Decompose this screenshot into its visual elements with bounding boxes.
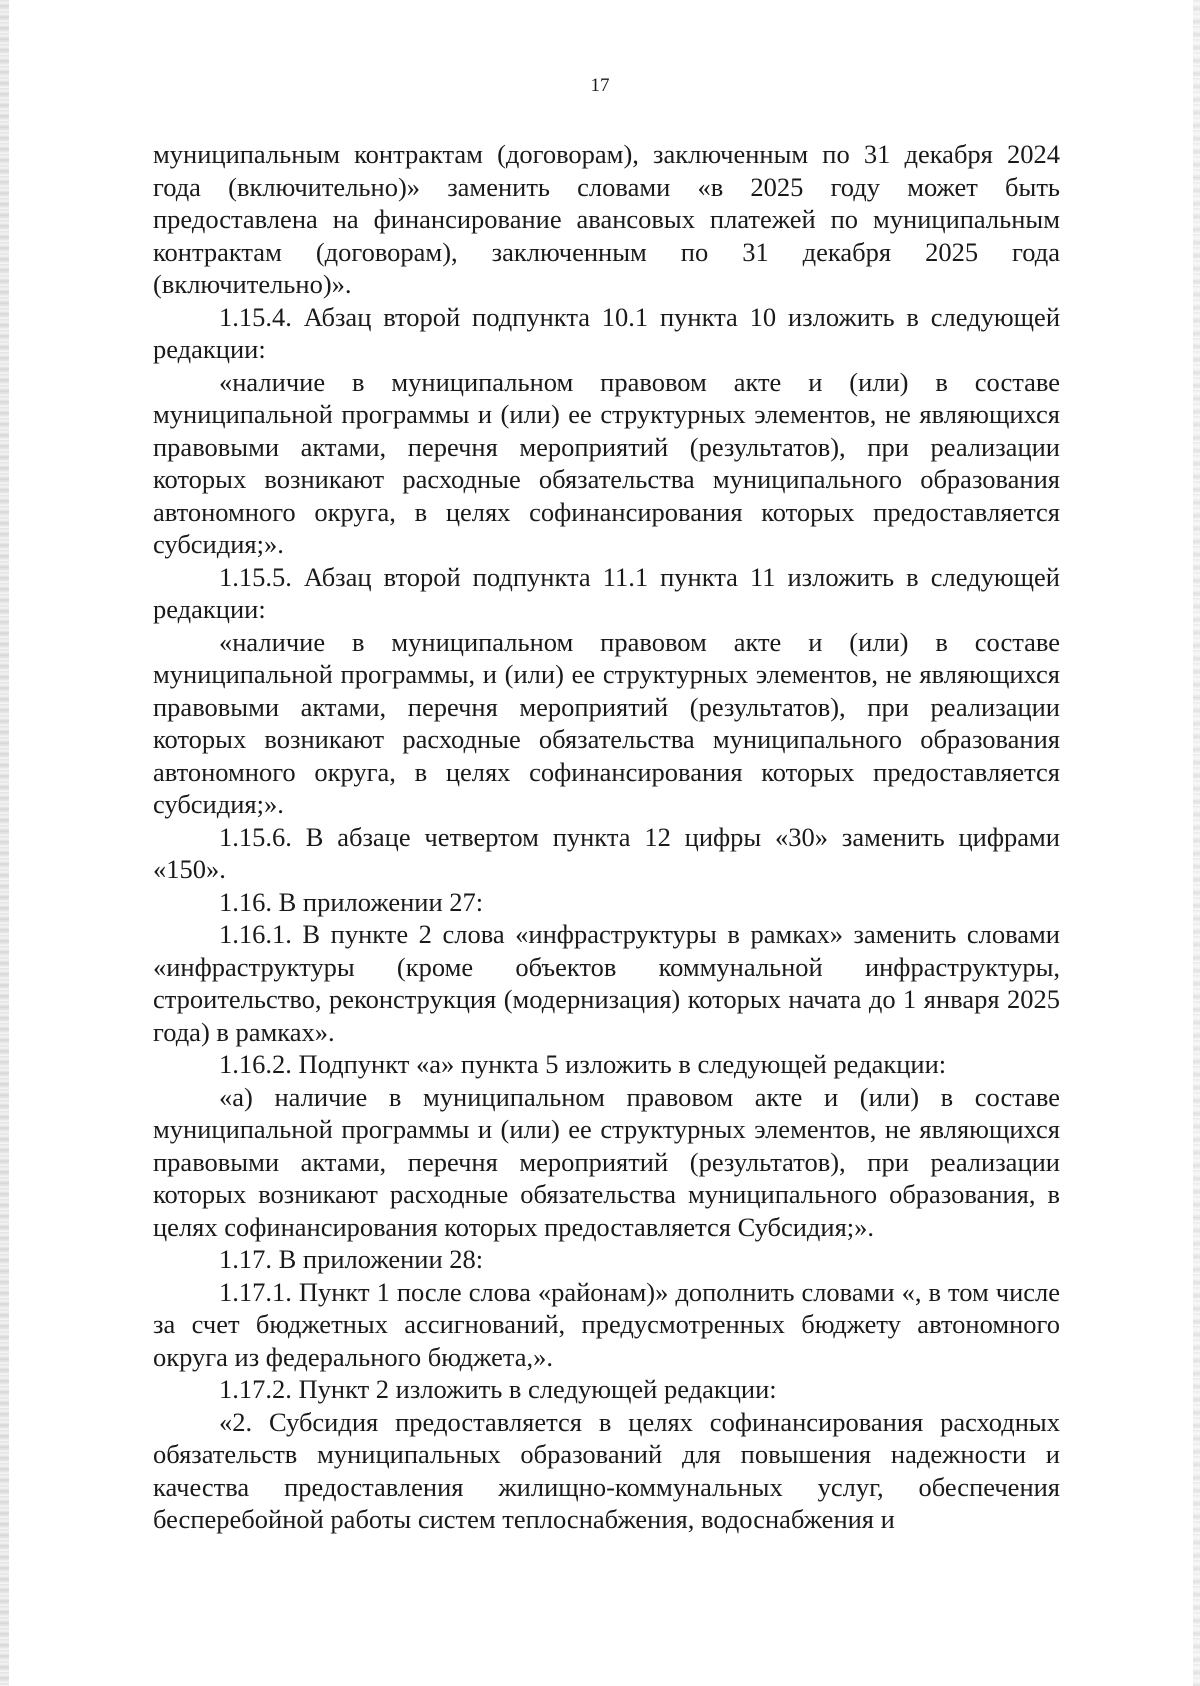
document-body bbox=[153, 138, 1060, 1536]
paragraph-item-1-17-1: 1.17.1. Пункт 1 после слова «районам)» дополнить словами «, в том числе за счет бюджетных ассигнований, предусмотренных бюджету автономного округа из федерального бюджета,». bbox=[153, 1276, 1060, 1372]
page-number: 17 bbox=[590, 75, 610, 96]
paragraph-item-1-16-2: 1.16.2. Подпункт «а» пункта 5 изложить в следующей редакции: bbox=[219, 1049, 947, 1079]
paragraph-quote-11-1: «наличие в муниципальном правовом акте и (или) в составе муниципальной программы, и (или) ее структурных элементов, не являющихся правовыми актами, перечня мероприятий (результатов), при реализации которых возникают расходные обязательства муниципального образования автономного округа, в целях софинансирования которых предоставляется субсидия;». bbox=[153, 626, 1060, 819]
paragraph-item-1-15-4: 1.15.4. Абзац второй подпункта 10.1 пункта 10 изложить в следующей редакции: bbox=[153, 301, 1060, 364]
paragraph-quote-2: «2. Субсидия предоставляется в целях софинансирования расходных обязательств муниципальных образований для повышения надежности и качества предоставления жилищно-коммунальных услуг, обеспечения бесперебойной работы систем теплоснабжения, водоснабжения и bbox=[153, 1406, 1060, 1534]
paragraph-item-1-17: 1.17. В приложении 28: bbox=[219, 1244, 484, 1274]
paragraph-item-1-16-1: 1.16.1. В пункте 2 слова «инфраструктуры в рамках» заменить словами «инфраструктуры (кроме объектов коммунальной инфраструктуры, строительство, реконструкция (модернизация) которых начата до 1 января 2025 года) в рамках». bbox=[153, 919, 1060, 1047]
paragraph-item-1-15-6: 1.15.6. В абзаце четвертом пункта 12 цифры «30» заменить цифрами «150». bbox=[153, 821, 1060, 884]
paragraph-item-1-15-5: 1.15.5. Абзац второй подпункта 11.1 пункта 11 изложить в следующей редакции: bbox=[153, 561, 1060, 624]
scan-edge-left bbox=[0, 0, 9, 1686]
scan-edge-right bbox=[1193, 0, 1200, 1686]
paragraph-item-1-16: 1.16. В приложении 27: bbox=[219, 886, 484, 917]
paragraph-quote-5a: «а) наличие в муниципальном правовом акте и (или) в составе муниципальной программы и (или) ее структурных элементов, не являющихся правовыми актами, перечня мероприятий (результатов), при реализации которых возникают расходные обязательства муниципального образования, в целях софинансирования которых предоставляется Субсидия;». bbox=[153, 1081, 1060, 1242]
paragraph-quote-10-1: «наличие в муниципальном правовом акте и (или) в составе муниципальной программы и (или) ее структурных элементов, не являющихся правовыми актами, перечня мероприятий (результатов), при реализации которых возникают расходные обязательства муниципального образования автономного округа, в целях софинансирования которых предоставляется субсидия;». bbox=[153, 366, 1060, 559]
paragraph-continuation: муниципальным контрактам (договорам), заключенным по 31 декабря 2024 года (включительно)» заменить словами «в 2025 году может быть предоставлена на финансирование авансовых платежей по муниципальным контрактам (договорам), заключенным по 31 декабря 2025 года (включительно)». bbox=[153, 139, 1060, 299]
paragraph-item-1-17-2: 1.17.2. Пункт 2 изложить в следующей редакции: bbox=[219, 1374, 777, 1404]
